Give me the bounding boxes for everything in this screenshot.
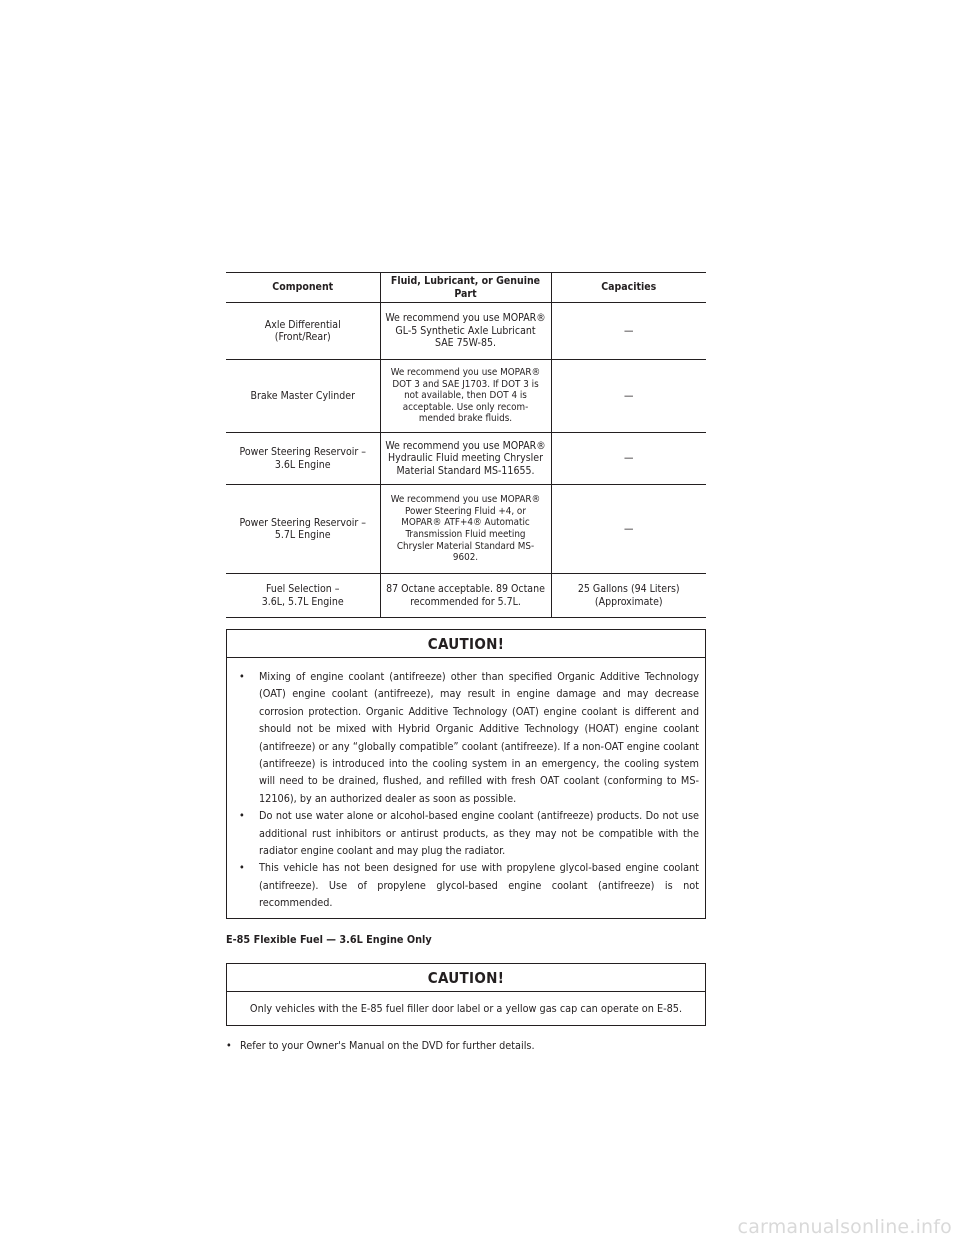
caution-bullet bbox=[233, 859, 699, 911]
bullet-text: This vehicle has not been designed for use with propylene glycol-based engine coolant (antifreeze). Use of propylene glycol-based engine coolant (antifreeze) is not recommended. bbox=[259, 861, 699, 910]
caution-box-e85 bbox=[226, 963, 706, 1026]
page-content bbox=[226, 272, 706, 1054]
table-row bbox=[226, 574, 706, 618]
bullet-text: Do not use water alone or alcohol-based engine coolant (antifreeze) products. Do not use additional rust inhibitors or antirust products, as they may not be compatible with the radiator engine coolant and may plug the radiator. bbox=[259, 809, 699, 858]
table-row bbox=[226, 360, 706, 433]
table-row bbox=[226, 485, 706, 574]
cell-component: Power Steering Reservoir – 3.6L Engine bbox=[226, 433, 380, 485]
cell-fluid: We recommend you use MOPAR® GL-5 Synthetic Axle Lubricant SAE 75W-85. bbox=[380, 303, 551, 360]
cell-capacity: — bbox=[551, 433, 706, 485]
caution-body bbox=[227, 658, 705, 918]
header-capacities: Capacities bbox=[551, 273, 706, 303]
bullet-marker: • bbox=[239, 861, 245, 875]
cell-component: Brake Master Cylinder bbox=[226, 360, 380, 433]
cell-capacity: 25 Gallons (94 Liters) (Approximate) bbox=[551, 574, 706, 618]
bullet-marker: • bbox=[239, 670, 245, 683]
bullet-marker: • bbox=[226, 1038, 232, 1052]
section-heading: E-85 Flexible Fuel — 3.6L Engine Only bbox=[226, 932, 432, 946]
caution-bullet bbox=[233, 668, 699, 807]
cell-capacity: — bbox=[551, 360, 706, 433]
caution-title: CAUTION! bbox=[227, 630, 705, 658]
note-text: Refer to your Owner's Manual on the DVD for further details. bbox=[240, 1038, 535, 1052]
caution-body: Only vehicles with the E-85 fuel filler door label or a yellow gas cap can operate on E-85. bbox=[249, 1001, 683, 1015]
note-item bbox=[226, 1038, 706, 1054]
cell-capacity: — bbox=[551, 303, 706, 360]
cell-component: Axle Differential (Front/Rear) bbox=[226, 303, 380, 360]
table-header-row bbox=[226, 273, 706, 303]
cell-capacity: — bbox=[551, 485, 706, 574]
bullet-marker: • bbox=[239, 809, 245, 823]
header-fluid: Fluid, Lubricant, or Genuine Part bbox=[380, 273, 551, 303]
bullet-text: Mixing of engine coolant (antifreeze) other than specified Organic Additive Technology (OAT) engine coolant (antifreeze), may result in engine damage and may decrease corrosion protection. Organic Additive Technology (OAT) engine coolant is different and should not be mixed with Hybrid Organic Additive Technology (HOAT) engine coolant (antifreeze) or any “globally compatible” coolant (antifreeze). If a non-OAT engine coolant (antifreeze) is introduced into the cooling system in an emergency, the cooling system will need to be drained, flushed, and refilled with fresh OAT coolant (conforming to MS-12106), by an authorized dealer as soon as possible. bbox=[259, 670, 699, 805]
cell-component: Power Steering Reservoir – 5.7L Engine bbox=[226, 485, 380, 574]
cell-fluid: 87 Octane acceptable. 89 Octane recommended for 5.7L. bbox=[380, 574, 551, 618]
cell-fluid: We recommend you use MOPAR® DOT 3 and SAE J1703. If DOT 3 is not available, then DOT 4 is acceptable. Use only recom- mended brake fluids. bbox=[380, 360, 551, 433]
caution-box-coolant bbox=[226, 629, 706, 919]
watermark-logo: carmanualsonline.info bbox=[737, 1216, 952, 1238]
table-row bbox=[226, 303, 706, 360]
cell-fluid: We recommend you use MOPAR® Power Steering Fluid +4, or MOPAR® ATF+4® Automatic Transmission Fluid meeting Chrysler Material Standard MS- 9602. bbox=[380, 485, 551, 574]
caution-title: CAUTION! bbox=[227, 964, 705, 992]
cell-fluid: We recommend you use MOPAR® Hydraulic Fluid meeting Chrysler Material Standard MS-11655. bbox=[380, 433, 551, 485]
table-row bbox=[226, 433, 706, 485]
header-component: Component bbox=[226, 273, 380, 303]
fluids-table bbox=[226, 272, 706, 618]
cell-component: Fuel Selection – 3.6L, 5.7L Engine bbox=[226, 574, 380, 618]
caution-bullet bbox=[233, 807, 699, 859]
